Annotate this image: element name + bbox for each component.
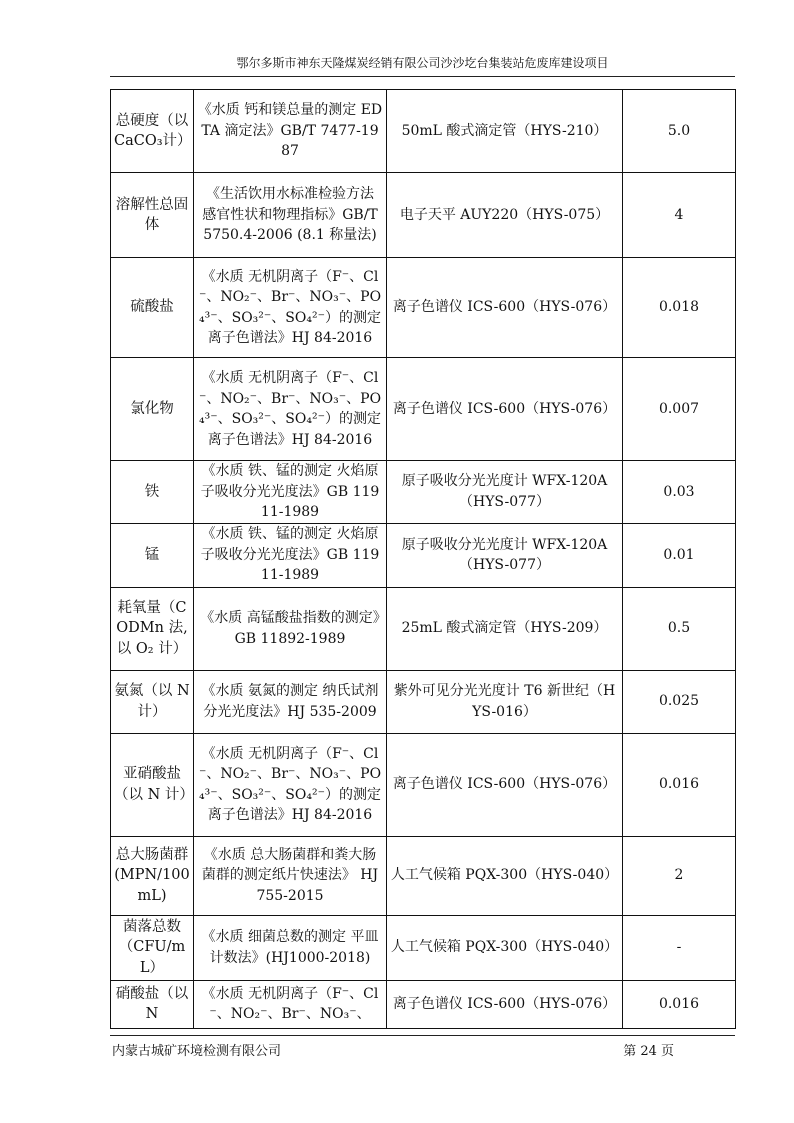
instrument: 离子色谱仪 ICS-600（HYS-076） [387,258,623,358]
item-name: 总大肠菌群 (MPN/100 mL) [111,836,194,915]
detection-limit: 0.01 [623,523,736,587]
instrument: 原子吸收分光光度计 WFX-120A（HYS-077） [387,523,623,587]
instrument: 25mL 酸式滴定管（HYS-209） [387,587,623,670]
method-standard: 《生活饮用水标准检验方法 感官性状和物理指标》GB/T 5750.4-2006 (8.1 称量法) [194,173,387,258]
instrument: 50mL 酸式滴定管（HYS-210） [387,90,623,173]
page-number: 第 24 页 [623,1044,674,1059]
table-row [111,461,736,524]
method-standard: 《水质 无机阴离子（F⁻、Cl⁻、NO₂⁻、Br⁻、NO₃⁻、PO₄³⁻、SO₃²⁻、SO₄²⁻）的测定 离子色谱法》HJ 84-2016 [194,733,387,836]
instrument: 离子色谱仪 ICS-600（HYS-076） [387,733,623,836]
table-row [111,523,736,587]
method-standard: 《水质 无机阴离子（F⁻、Cl⁻、NO₂⁻、Br⁻、NO₃⁻、 [194,980,387,1028]
item-name: 氨氮（以 N 计） [111,670,194,733]
detection-limit: 0.016 [623,733,736,836]
detection-limit: 0.5 [623,587,736,670]
table-row [111,915,736,980]
item-name: 溶解性总固体 [111,173,194,258]
item-name: 耗氧量（CODMn 法,以 O₂ 计） [111,587,194,670]
item-name: 总硬度（以CaCO₃计） [111,90,194,173]
item-name: 亚硝酸盐（以 N 计） [111,733,194,836]
method-standard: 《水质 无机阴离子（F⁻、Cl⁻、NO₂⁻、Br⁻、NO₃⁻、PO₄³⁻、SO₃²⁻、SO₄²⁻）的测定 离子色谱法》HJ 84-2016 [194,358,387,461]
instrument: 电子天平 AUY220（HYS-075） [387,173,623,258]
item-name: 硝酸盐（以 N [111,980,194,1028]
footer-company: 内蒙古城矿环境检测有限公司 [112,1044,282,1059]
detection-limit: 2 [623,836,736,915]
table-row [111,670,736,733]
item-name: 锰 [111,523,194,587]
detection-limit: 0.007 [623,358,736,461]
method-standard: 《水质 铁、锰的测定 火焰原子吸收分光光度法》GB 11911-1989 [194,523,387,587]
method-standard: 《水质 铁、锰的测定 火焰原子吸收分光光度法》GB 11911-1989 [194,461,387,524]
page-header: 鄂尔多斯市神东天隆煤炭经销有限公司沙沙圪台集装站危废库建设项目 [236,56,609,70]
instrument: 紫外可见分光光度计 T6 新世纪（HYS-016） [387,670,623,733]
table-row [111,587,736,670]
instrument: 离子色谱仪 ICS-600（HYS-076） [387,358,623,461]
table-row [111,90,736,173]
detection-limit: 0.03 [623,461,736,524]
method-standard: 《水质 细菌总数的测定 平皿计数法》(HJ1000-2018) [194,915,387,980]
instrument: 原子吸收分光光度计 WFX-120A（HYS-077） [387,461,623,524]
item-name: 硫酸盐 [111,258,194,358]
method-standard: 《水质 钙和镁总量的测定 EDTA 滴定法》GB/T 7477-1987 [194,90,387,173]
detection-limit: 0.016 [623,980,736,1028]
instrument: 离子色谱仪 ICS-600（HYS-076） [387,980,623,1028]
instrument: 人工气候箱 PQX-300（HYS-040） [387,915,623,980]
item-name: 菌落总数（CFU/mL） [111,915,194,980]
table-row [111,980,736,1028]
table-row [111,836,736,915]
method-standard: 《水质 氨氮的测定 纳氏试剂分光光度法》HJ 535-2009 [194,670,387,733]
table-row [111,258,736,358]
detection-limit: 5.0 [623,90,736,173]
instrument: 人工气候箱 PQX-300（HYS-040） [387,836,623,915]
table-row [111,358,736,461]
detection-limit: - [623,915,736,980]
method-standard: 《水质 高锰酸盐指数的测定》GB 11892-1989 [194,587,387,670]
header-divider [110,76,735,77]
detection-methods-table [110,89,736,1029]
item-name: 铁 [111,461,194,524]
detection-limit: 0.018 [623,258,736,358]
item-name: 氯化物 [111,358,194,461]
table-row [111,733,736,836]
footer-divider [110,1035,735,1036]
table-row [111,173,736,258]
method-standard: 《水质 无机阴离子（F⁻、Cl⁻、NO₂⁻、Br⁻、NO₃⁻、PO₄³⁻、SO₃²⁻、SO₄²⁻）的测定 离子色谱法》HJ 84-2016 [194,258,387,358]
detection-limit: 4 [623,173,736,258]
detection-limit: 0.025 [623,670,736,733]
method-standard: 《水质 总大肠菌群和粪大肠菌群的测定纸片快速法》 HJ 755-2015 [194,836,387,915]
